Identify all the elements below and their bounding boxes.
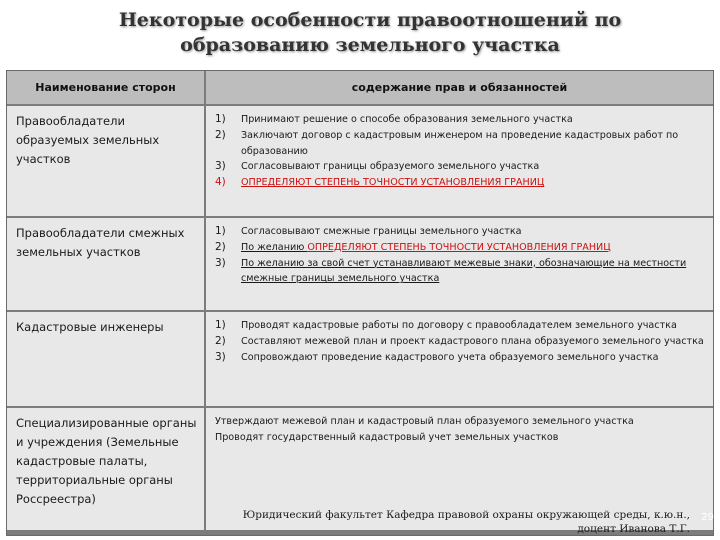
item-text: Составляют межевой план и проект кадастрового плана образуемого земельного участка xyxy=(241,335,704,347)
duties-list xyxy=(215,224,707,287)
duties-cell xyxy=(205,217,713,311)
duties-cell xyxy=(205,311,713,407)
duty-line: Проводят государственный кадастровый учет земельных участков xyxy=(215,431,559,443)
item-number: 1) xyxy=(215,319,226,331)
item-text-highlight: ОПРЕДЕЛЯЮТ СТЕПЕНЬ ТОЧНОСТИ УСТАНОВЛЕНИЯ ГРАНИЦ xyxy=(307,241,611,253)
list-item xyxy=(215,128,707,160)
list-item xyxy=(215,112,707,128)
duties-cell xyxy=(205,105,713,217)
slide-title-line-1: Некоторые особенности правоотношений по xyxy=(118,9,622,31)
footer-line-1: Юридический факультет Кафедра правовой охраны окружающей среды, к.ю.н., xyxy=(242,509,690,521)
item-text: Согласовывают границы образуемого земельного участка xyxy=(241,161,540,173)
party-cell: Правообладатели смежных земельных участков xyxy=(7,217,205,311)
item-text: Согласовывают смежные границы земельного участка xyxy=(241,226,522,237)
item-number: 2) xyxy=(215,240,226,253)
duties-list xyxy=(215,112,707,191)
footer-author xyxy=(243,508,690,536)
list-item xyxy=(215,334,707,350)
footer-line-2: доцент Иванова Т.Г. xyxy=(577,523,690,535)
item-text: По желанию за свой счет устанавливают межевые знаки, обозначающие на местности смежные границы земельного участка xyxy=(241,257,687,285)
list-item xyxy=(215,318,707,334)
obligations-table xyxy=(6,70,714,536)
item-number: 2) xyxy=(215,128,226,141)
item-text: Заключают договор с кадастровым инженером на проведение кадастровых работ по образованию xyxy=(241,129,679,157)
item-number: 1) xyxy=(215,113,226,125)
item-number: 3) xyxy=(215,256,226,269)
item-number: 1) xyxy=(215,225,226,237)
item-text-prefix: По желанию xyxy=(241,241,308,253)
slide-title-line-2: образованию земельного участка xyxy=(180,34,560,56)
list-item xyxy=(215,350,707,366)
table-row-cadastral-engineers xyxy=(7,311,713,407)
item-text: Сопровождают проведение кадастрового учета образуемого земельного участка xyxy=(241,351,659,363)
item-number: 2) xyxy=(215,334,226,347)
slide-title xyxy=(90,8,650,58)
item-number: 4) xyxy=(215,176,226,189)
table-row-owners-adjacent xyxy=(7,217,713,311)
list-item xyxy=(215,224,707,240)
item-number: 3) xyxy=(215,160,226,173)
header-rights-content: содержание прав и обязанностей xyxy=(205,71,713,105)
header-party-name: Наименование сторон xyxy=(7,71,205,105)
item-text-highlight: ОПРЕДЕЛЯЮТ СТЕПЕНЬ ТОЧНОСТИ УСТАНОВЛЕНИЯ ГРАНИЦ xyxy=(241,177,545,189)
list-item xyxy=(215,175,707,191)
duties-list xyxy=(215,318,707,365)
duty-line: Утверждают межевой план и кадастровый план образуемого земельного участка xyxy=(215,416,634,427)
list-item xyxy=(215,159,707,175)
party-cell: Правообладатели образуемых земельных участков xyxy=(7,105,205,217)
item-text: Проводят кадастровые работы по договору с правообладателем земельного участка xyxy=(241,320,677,331)
party-cell: Специализированные органы и учреждения (Земельные кадастровые палаты, территориальные органы Россреестра) xyxy=(7,407,205,530)
party-cell: Кадастровые инженеры xyxy=(7,311,205,407)
table-row-owners-new xyxy=(7,105,713,217)
page-number: 29 xyxy=(701,512,714,523)
table-header-row xyxy=(7,71,713,105)
item-number: 3) xyxy=(215,350,226,363)
list-item xyxy=(215,240,707,256)
item-text: Принимают решение о способе образования земельного участка xyxy=(241,114,573,125)
list-item xyxy=(215,256,707,288)
